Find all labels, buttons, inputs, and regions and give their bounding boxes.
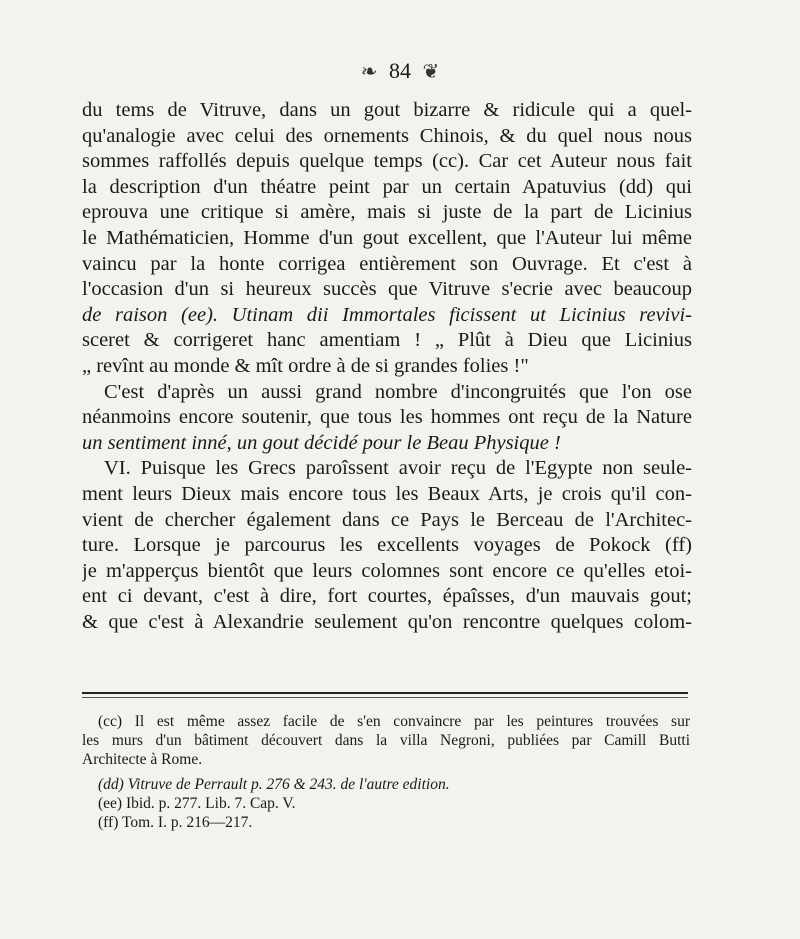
page-number: 84 [389, 58, 411, 83]
text-line: C'est d'après un aussi grand nombre d'incongruités que l'on ose [104, 380, 692, 403]
ornament-left-icon: ❧ [360, 61, 378, 83]
footnote-divider-thin [82, 697, 688, 698]
text-line: qu'analogie avec celui des ornements Chinois, & du quel nous nous [82, 124, 692, 147]
footnote-dd: (dd) Vitruve de Perrault p. 276 & 243. de l'autre edition. [98, 776, 450, 793]
footnote-divider [82, 692, 688, 694]
footnote-ee: (ee) Ibid. p. 277. Lib. 7. Cap. V. [98, 795, 296, 812]
text-line: „ revînt au monde & mît ordre à de si grandes folies !" [82, 354, 529, 377]
footnote-ff: (ff) Tom. I. p. 216—217. [98, 814, 253, 831]
text-line: VI. Puisque les Grecs paroîssent avoir reçu de l'Egypte non seule- [104, 457, 692, 480]
text-line: vaincu par la honte corrigea entièrement son Ouvrage. Et c'est à [82, 252, 692, 275]
text-line: ent ci devant, c'est à dire, fort courtes, épaîsses, d'un mauvais gout; [82, 585, 692, 608]
text-line: sommes raffollés depuis quelque temps (cc). Car cet Auteur nous fait [82, 150, 692, 173]
text-line: de raison (ee). Utinam dii Immortales ficissent ut Licinius revivi- [82, 303, 692, 326]
text-line: le Mathématicien, Homme d'un gout excellent, que l'Auteur lui même [82, 226, 692, 249]
text-line: je m'apperçus bientôt que leurs colomnes sont encore ce qu'elles etoi- [82, 559, 692, 582]
main-text [82, 98, 692, 635]
text-line: néanmoins encore soutenir, que tous les hommes ont reçu de la Nature [82, 406, 692, 429]
text-line: du tems de Vitruve, dans un gout bizarre & ridicule qui a quel- [82, 99, 692, 121]
text-line: l'occasion d'un si heureux succès que Vitruve s'ecrie avec beaucoup [82, 278, 692, 301]
text-line: la description d'un théatre peint par un certain Apatuvius (dd) qui [82, 175, 692, 198]
footnote-cc-line: (cc) Il est même assez facile de s'en convaincre par les peintures trouvées sur [98, 713, 690, 730]
text-line: un sentiment inné, un gout décidé pour le Beau Physique ! [82, 431, 561, 454]
ornament-right-icon: ❦ [422, 61, 440, 83]
page-header [0, 58, 800, 85]
text-line: & que c'est à Alexandrie seulement qu'on rencontre quelques colom- [82, 610, 692, 633]
text-line: eprouva une critique si amère, mais si juste de la part de Licinius [82, 201, 692, 224]
text-line: ment leurs Dieux mais encore tous les Beaux Arts, je crois qu'il con- [82, 482, 692, 505]
text-line: sceret & corrigeret hanc amentiam ! „ Plût à Dieu que Licinius [82, 329, 692, 352]
footnote-cc-line: les murs d'un bâtiment découvert dans la villa Negroni, publiées par Camill Butti [82, 732, 690, 749]
text-line: ture. Lorsque je parcourus les excellents voyages de Pokock (ff) [82, 534, 692, 557]
text-line: vient de chercher également dans ce Pays le Berceau de l'Architec- [82, 508, 692, 531]
footnote-cc-line: Architecte à Rome. [82, 751, 203, 768]
footnotes [82, 712, 690, 832]
